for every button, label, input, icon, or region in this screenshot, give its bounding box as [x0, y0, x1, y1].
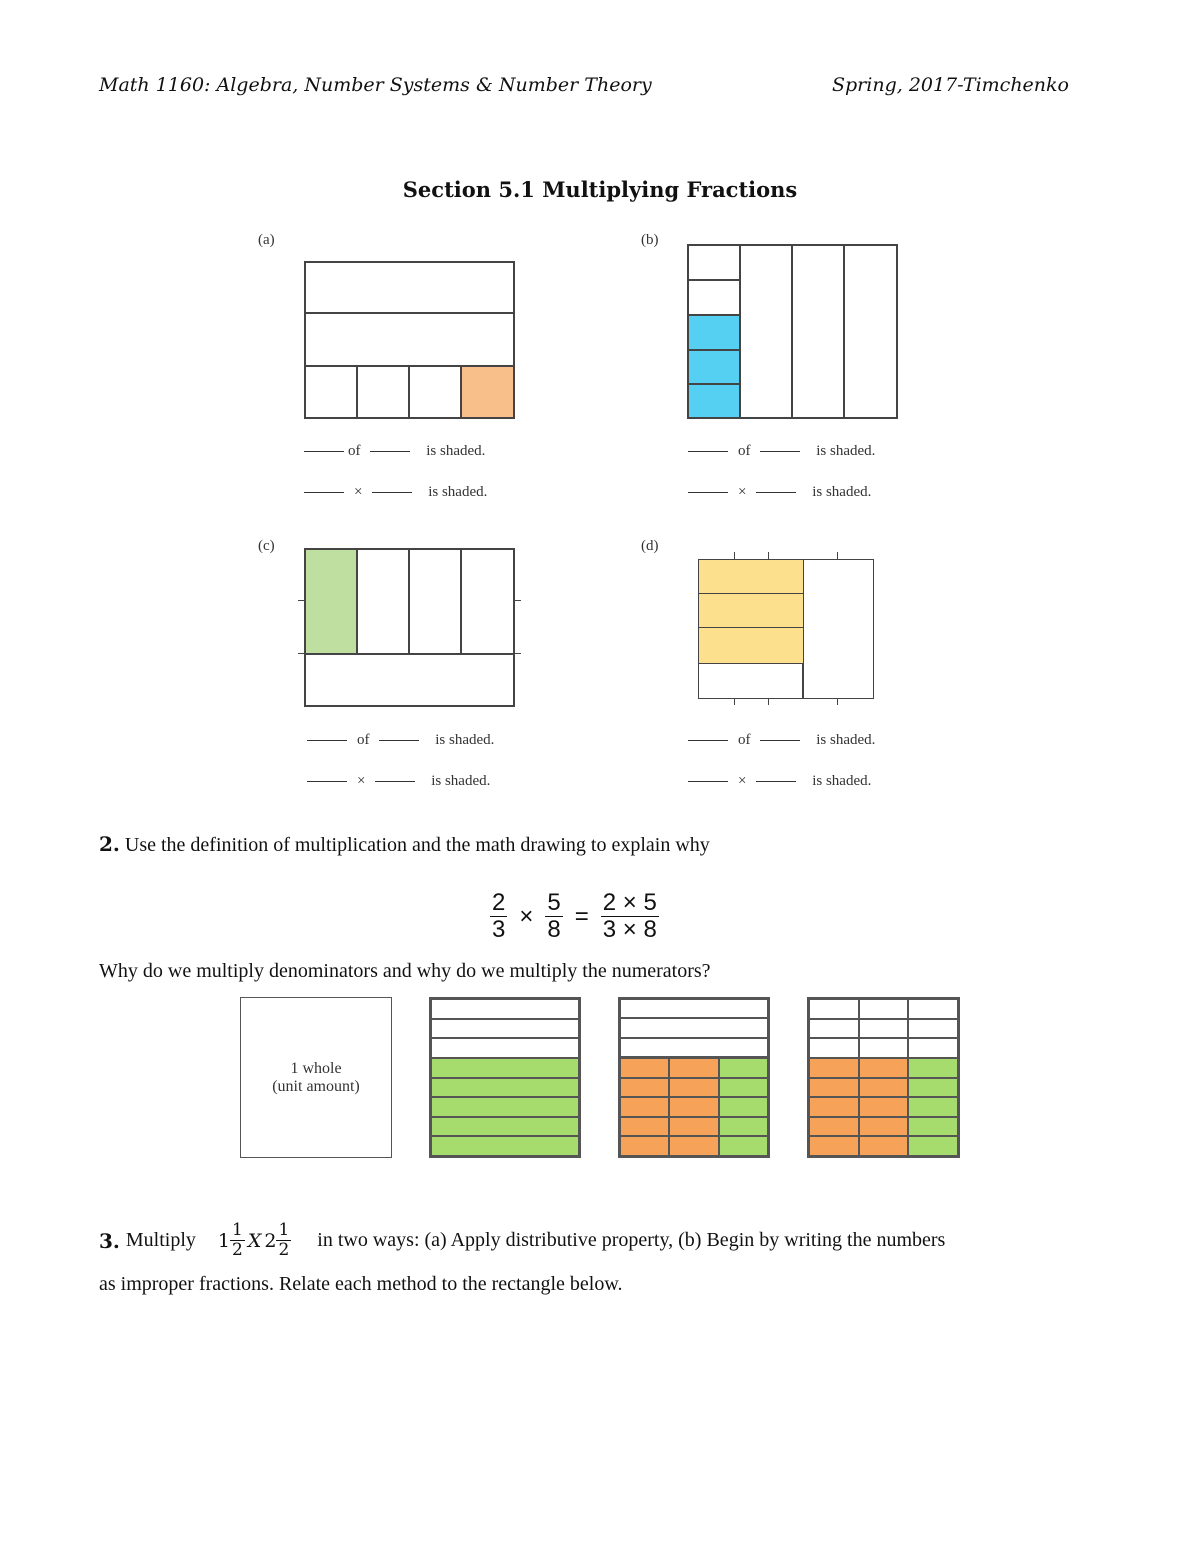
fraction-denominator: 2: [278, 1240, 290, 1260]
grid-cell: [859, 1019, 909, 1039]
grid-cell-orange: [809, 1078, 859, 1098]
grid-cell-green: [908, 1097, 958, 1117]
grid-cell-orange: [669, 1136, 718, 1156]
panel-d-cell-shaded-2: [698, 593, 804, 629]
fraction-denominator: 3: [492, 916, 506, 943]
panel-a-caption-2: [304, 484, 487, 501]
grid-cell-orange: [669, 1058, 718, 1078]
panel-c-label: (c): [258, 538, 275, 554]
blank-line[interactable]: [760, 451, 800, 452]
grid-cell-green: [908, 1117, 958, 1137]
grid-cell: [620, 1018, 768, 1037]
grid-cell-orange: [859, 1058, 909, 1078]
grid-cell-green: [431, 1136, 579, 1156]
grid-cell-orange: [859, 1078, 909, 1098]
panel-d-label: (d): [641, 538, 659, 554]
panel-d-caption-1: [688, 732, 875, 749]
grid-cell-orange: [809, 1117, 859, 1137]
grid-cell-green: [908, 1136, 958, 1156]
of-word: of: [348, 443, 361, 459]
grid-cell-green: [431, 1117, 579, 1137]
question-text: in two ways: (a) Apply distributive property, (b) Begin by writing the numbers: [317, 1229, 946, 1251]
question-text: Use the definition of multiplication and the math drawing to explain why: [124, 834, 710, 856]
blank-line[interactable]: [756, 781, 796, 782]
whole-label: 1 whole: [290, 1059, 342, 1077]
panel-a-cell-shaded: [460, 365, 515, 419]
question-3-line-2: as improper fractions. Relate each method to the rectangle below.: [99, 1273, 623, 1295]
grid-cell-green: [719, 1136, 768, 1156]
grid-two-thirds-of-five-eighths: [618, 997, 770, 1158]
grid-cell-orange: [809, 1097, 859, 1117]
fraction-numerator: 1: [232, 1220, 243, 1240]
grid-cell: [908, 1019, 958, 1039]
grid-cell: [859, 999, 909, 1019]
grid-cell: [809, 999, 859, 1019]
grid-cell: [431, 999, 579, 1019]
grid-cell-orange: [669, 1097, 718, 1117]
panel-b-caption-1: [688, 443, 875, 460]
panel-b-col-2: [739, 244, 793, 419]
grid-full-partition: [807, 997, 960, 1158]
blank-line[interactable]: [304, 492, 344, 493]
mixed-number-expression: [218, 1222, 291, 1259]
grid-cell-green: [431, 1097, 579, 1117]
panel-b-caption-2: [688, 484, 871, 501]
blank-line[interactable]: [372, 492, 412, 493]
panel-b-cell-shaded-1: [687, 314, 741, 351]
blank-line[interactable]: [688, 740, 728, 741]
panel-b-col-3: [791, 244, 845, 419]
grid-cell: [908, 1038, 958, 1058]
blank-line[interactable]: [370, 451, 410, 452]
fraction-numerator: 1: [278, 1220, 290, 1240]
grid-cell: [809, 1038, 859, 1058]
panel-b-col-4: [843, 244, 898, 419]
grid-cell-green: [719, 1097, 768, 1117]
grid-cell: [431, 1019, 579, 1039]
panel-a-cell-2: [356, 365, 410, 419]
grid-cell-green: [719, 1078, 768, 1098]
panel-b-label: (b): [641, 232, 659, 248]
fraction-numerator: 2 × 5: [602, 889, 657, 916]
grid-cell-orange: [620, 1078, 669, 1098]
question-2: [99, 832, 710, 857]
mixed-whole: 1: [217, 1229, 230, 1252]
grid-cell-orange: [809, 1136, 859, 1156]
grid-cell-orange: [859, 1097, 909, 1117]
fraction-numerator: 2: [492, 889, 506, 916]
panel-b-cell-shaded-3: [687, 383, 741, 419]
panel-c-bottom-row: [304, 653, 515, 707]
equation: [490, 891, 659, 942]
question-lead: Multiply: [125, 1229, 196, 1251]
grid-bottom-rows: [618, 1056, 770, 1158]
fraction-denominator: 2: [232, 1240, 243, 1260]
times-sign: ×: [519, 902, 534, 930]
grid-cell-orange: [859, 1117, 909, 1137]
grid-cell-orange: [620, 1136, 669, 1156]
blank-line[interactable]: [307, 781, 347, 782]
grid-cell-green: [719, 1117, 768, 1137]
panel-c-caption-1: [307, 732, 494, 749]
mixed-whole: 2: [264, 1229, 277, 1252]
grid-cell-orange: [620, 1058, 669, 1078]
grid-cell-orange: [669, 1117, 718, 1137]
blank-line[interactable]: [688, 492, 728, 493]
times-sign: ×: [738, 773, 747, 789]
panel-c-cell-shaded: [304, 548, 358, 655]
question-3: [99, 1222, 945, 1259]
shaded-text: is shaded.: [426, 443, 486, 459]
panel-d-cell-shaded-3: [698, 627, 804, 664]
times-sign: ×: [357, 773, 366, 789]
grid-top-rows: [618, 997, 770, 1059]
fraction-numerator: 5: [547, 889, 561, 916]
panel-a-label: (a): [258, 232, 275, 248]
panel-a-cell-3: [408, 365, 462, 419]
grid-five-eighths: [429, 997, 581, 1158]
blank-line[interactable]: [688, 451, 728, 452]
of-word: of: [738, 443, 751, 459]
blank-line[interactable]: [307, 740, 347, 741]
shaded-text: is shaded.: [428, 484, 488, 500]
question-number: 3.: [99, 1228, 120, 1253]
of-word: of: [357, 732, 370, 748]
header-term: Spring, 2017-Timchenko: [832, 74, 1069, 96]
panel-d-caption-2: [688, 773, 871, 790]
panel-b-cell-shaded-2: [687, 349, 741, 385]
panel-a-cell-1: [304, 365, 358, 419]
whole-box: [240, 997, 392, 1158]
grid-cell-green: [431, 1078, 579, 1098]
unit-amount-label: (unit amount): [272, 1077, 360, 1095]
panel-c-cell-3: [408, 548, 462, 655]
blank-line[interactable]: [760, 740, 800, 741]
fraction-denominator: 3 × 8: [602, 916, 657, 943]
grid-cell-orange: [859, 1136, 909, 1156]
panel-c-cell-4: [460, 548, 515, 655]
blank-line[interactable]: [688, 781, 728, 782]
grid-cell-green: [908, 1058, 958, 1078]
shaded-text: is shaded.: [431, 773, 491, 789]
grid-cell: [620, 1038, 768, 1057]
panel-b-cell-1: [687, 244, 741, 281]
fraction-denominator: 8: [547, 916, 561, 943]
blank-line[interactable]: [375, 781, 415, 782]
of-word: of: [738, 732, 751, 748]
blank-line[interactable]: [379, 740, 419, 741]
grid-cell-green: [908, 1078, 958, 1098]
grid-cell-orange: [809, 1058, 859, 1078]
panel-c-cell-2: [356, 548, 410, 655]
grid-cell: [620, 999, 768, 1018]
grid-cell: [859, 1038, 909, 1058]
panel-a-row-2: [304, 312, 515, 367]
panel-c-caption-2: [307, 773, 490, 790]
grid-cell: [809, 1019, 859, 1039]
blank-line[interactable]: [756, 492, 796, 493]
equals-sign: =: [574, 902, 589, 930]
header-course: Math 1160: Algebra, Number Systems & Number Theory: [99, 74, 652, 96]
grid-cell-orange: [669, 1078, 718, 1098]
grid-cell: [431, 1038, 579, 1058]
panel-b-cell-2: [687, 279, 741, 316]
grid-cell: [908, 999, 958, 1019]
shaded-text: is shaded.: [812, 484, 872, 500]
panel-d-cell-shaded-1: [698, 559, 804, 595]
shaded-text: is shaded.: [812, 773, 872, 789]
grid-cell-orange: [620, 1097, 669, 1117]
shaded-text: is shaded.: [816, 732, 876, 748]
page-title: Section 5.1 Multiplying Fractions: [402, 177, 798, 202]
grid-cell-green: [431, 1058, 579, 1078]
times-sign: X: [247, 1229, 262, 1252]
panel-a-row-1: [304, 261, 515, 314]
times-sign: ×: [354, 484, 363, 500]
grid-cell-green: [719, 1058, 768, 1078]
blank-line[interactable]: [304, 451, 344, 452]
question-number: 2.: [99, 832, 120, 856]
shaded-text: is shaded.: [816, 443, 876, 459]
question-2-why: Why do we multiply denominators and why do we multiply the numerators?: [99, 960, 711, 982]
grid-cell-orange: [620, 1117, 669, 1137]
shaded-text: is shaded.: [435, 732, 495, 748]
panel-a-caption-1: [304, 443, 485, 460]
times-sign: ×: [738, 484, 747, 500]
